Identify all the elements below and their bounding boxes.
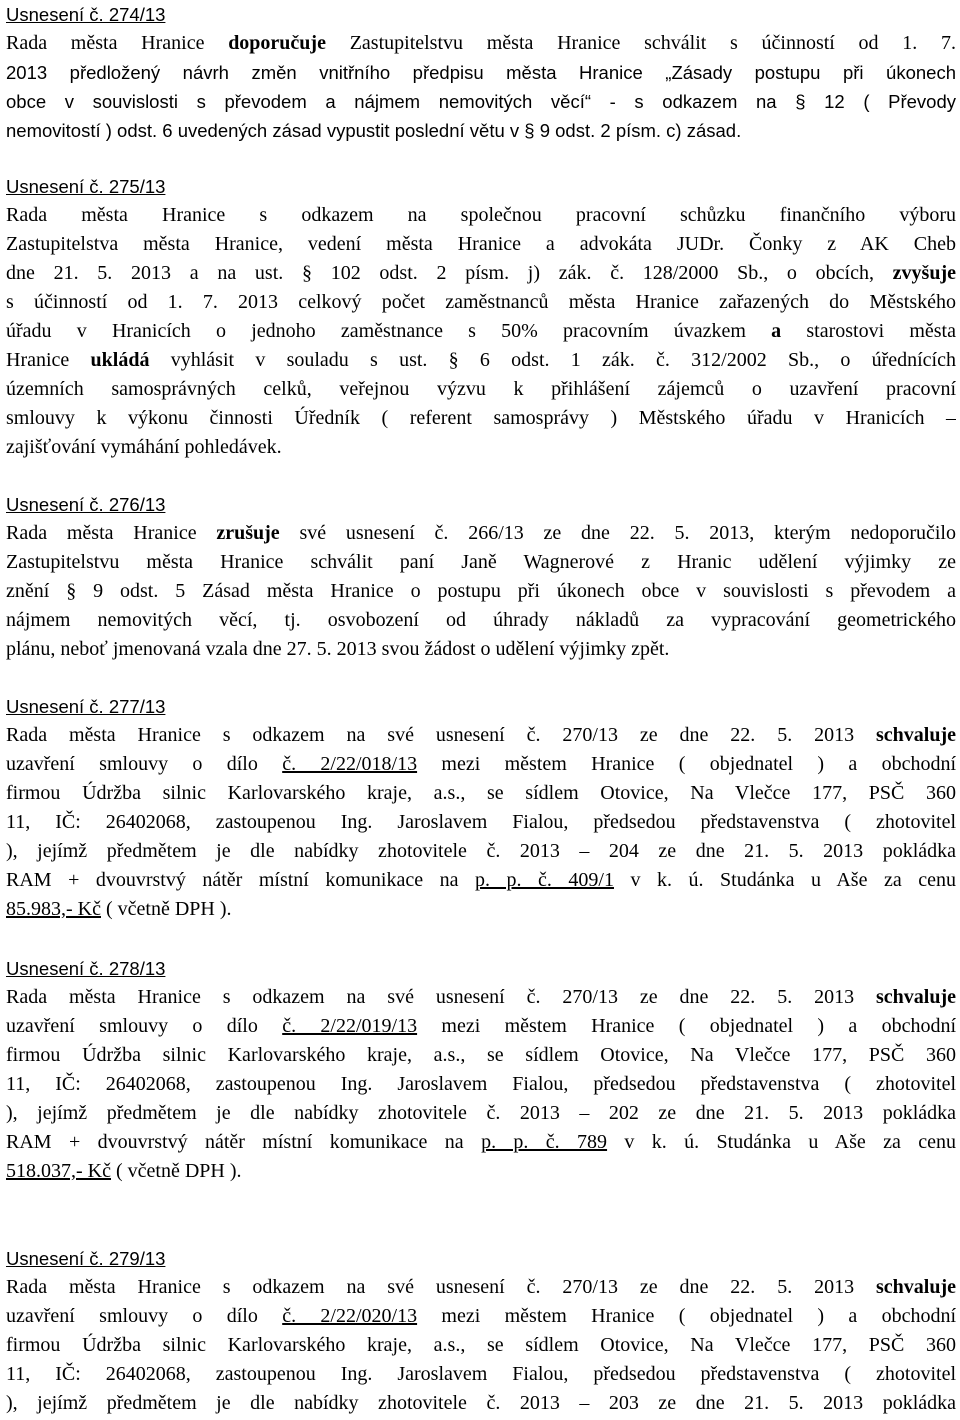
paragraph-line: plánu, neboť jmenovaná vzala dne 27. 5. 2013 svou žádost o udělení výjimky zpět. — [6, 638, 670, 660]
paragraph-line: dne 21. 5. 2013 a na ust. § 102 odst. 2 písm. j) zák. č. 128/2000 Sb., o obcích, zvyšuje — [6, 262, 956, 284]
paragraph-line: Zastupitelstvu města Hranice schválit paní Janě Wagnerové z Hranic udělení výjimky ze — [6, 551, 956, 573]
paragraph-line: Rada města Hranice s odkazem na své usnesení č. 270/13 ze dne 22. 5. 2013 schvaluje — [6, 986, 956, 1008]
paragraph-line: 85.983,- Kč ( včetně DPH ). — [6, 898, 232, 920]
paragraph-line: ), jejímž předmětem je dle nabídky zhotovitele č. 2013 – 203 ze dne 21. 5. 2013 pokládka — [6, 1392, 956, 1414]
paragraph-line: firmou Údržba silnic Karlovarského kraje, a.s., se sídlem Otovice, Na Vlečce 177, PSČ 360 — [6, 1334, 956, 1356]
paragraph-line: uzavření smlouvy o dílo č. 2/22/019/13 mezi městem Hranice ( objednatel ) a obchodní — [6, 1015, 956, 1037]
resolution-heading: Usnesení č. 277/13 — [6, 696, 166, 717]
paragraph-line: RAM + dvouvrstvý nátěr místní komunikace na p. p. č. 409/1 v k. ú. Studánka u Aše za cenu — [6, 869, 956, 891]
paragraph-line: obce v souvislosti s převodem a nájmem nemovitých věcí“ - s odkazem na § 12 ( Převody — [6, 91, 956, 112]
paragraph-line: 11, IČ: 26402068, zastoupenou Ing. Jaroslavem Fialou, předsedou představenstva ( zhotovitel — [6, 1363, 956, 1385]
paragraph-line: smlouvy k výkonu činnosti Úředník ( referent samosprávy ) Městského úřadu v Hranicích – — [6, 407, 956, 429]
resolution-heading: Usnesení č. 276/13 — [6, 494, 166, 515]
resolution-279 — [6, 1244, 956, 1418]
resolution-276 — [6, 490, 956, 664]
paragraph-line: Rada města Hranice doporučuje Zastupitelstvu města Hranice schválit s účinností od 1. 7. — [6, 32, 956, 54]
paragraph-line: nemovitostí ) odst. 6 uvedených zásad vypustit poslední větu v § 9 odst. 2 písm. c) zásad. — [6, 120, 742, 141]
resolution-heading: Usnesení č. 279/13 — [6, 1248, 166, 1269]
paragraph-line: územních samosprávných celků, veřejnou výzvu k přihlášení zájemců o uzavření pracovní — [6, 378, 956, 400]
paragraph-line: firmou Údržba silnic Karlovarského kraje, a.s., se sídlem Otovice, Na Vlečce 177, PSČ 360 — [6, 1044, 956, 1066]
resolution-277 — [6, 692, 956, 924]
paragraph-line: znění § 9 odst. 5 Zásad města Hranice o postupu při úkonech obce v souvislosti s převodem a — [6, 580, 956, 602]
paragraph-line: 11, IČ: 26402068, zastoupenou Ing. Jaroslavem Fialou, předsedou představenstva ( zhotovitel — [6, 811, 956, 833]
paragraph-line: 2013 předložený návrh změn vnitřního předpisu města Hranice „Zásady postupu při úkonech — [6, 62, 956, 83]
paragraph-line: Hranice ukládá vyhlásit v souladu s ust. § 6 odst. 1 zák. č. 312/2002 Sb., o úřednících — [6, 349, 956, 371]
resolution-heading: Usnesení č. 278/13 — [6, 958, 166, 979]
paragraph-line: úřadu v Hranicích o jednoho zaměstnance s 50% pracovním úvazkem a starostovi města — [6, 320, 956, 342]
paragraph-line: RAM + dvouvrstvý nátěr místní komunikace na p. p. č. 789 v k. ú. Studánka u Aše za cenu — [6, 1131, 956, 1153]
resolution-274 — [6, 0, 956, 145]
paragraph-line: zajišťování vymáhání pohledávek. — [6, 436, 282, 458]
paragraph-line: ), jejímž předmětem je dle nabídky zhotovitele č. 2013 – 202 ze dne 21. 5. 2013 pokládka — [6, 1102, 956, 1124]
resolution-heading: Usnesení č. 274/13 — [6, 4, 166, 25]
resolution-heading: Usnesení č. 275/13 — [6, 176, 166, 197]
paragraph-line: ), jejímž předmětem je dle nabídky zhotovitele č. 2013 – 204 ze dne 21. 5. 2013 pokládka — [6, 840, 956, 862]
paragraph-line: uzavření smlouvy o dílo č. 2/22/020/13 mezi městem Hranice ( objednatel ) a obchodní — [6, 1305, 956, 1327]
paragraph-line: 518.037,- Kč ( včetně DPH ). — [6, 1160, 242, 1182]
paragraph-line: nájmem nemovitých věcí, tj. osvobození od úhrady nákladů za vypracování geometrického — [6, 609, 956, 631]
paragraph-line: Zastupitelstva města Hranice, vedení města Hranice a advokáta JUDr. Čonky z AK Cheb — [6, 233, 956, 255]
paragraph-line: s účinností od 1. 7. 2013 celkový počet zaměstnanců města Hranice zařazených do Městského — [6, 291, 956, 313]
paragraph-line: Rada města Hranice s odkazem na své usnesení č. 270/13 ze dne 22. 5. 2013 schvaluje — [6, 724, 956, 746]
paragraph-line: uzavření smlouvy o dílo č. 2/22/018/13 mezi městem Hranice ( objednatel ) a obchodní — [6, 753, 956, 775]
resolution-275 — [6, 172, 956, 462]
paragraph-line: Rada města Hranice zrušuje své usnesení č. 266/13 ze dne 22. 5. 2013, kterým nedoporučilo — [6, 522, 956, 544]
paragraph-line: Rada města Hranice s odkazem na své usnesení č. 270/13 ze dne 22. 5. 2013 schvaluje — [6, 1276, 956, 1298]
paragraph-line: Rada města Hranice s odkazem na společnou pracovní schůzku finančního výboru — [6, 204, 956, 226]
paragraph-line: firmou Údržba silnic Karlovarského kraje, a.s., se sídlem Otovice, Na Vlečce 177, PSČ 360 — [6, 782, 956, 804]
paragraph-line: 11, IČ: 26402068, zastoupenou Ing. Jaroslavem Fialou, předsedou představenstva ( zhotovitel — [6, 1073, 956, 1095]
resolution-278 — [6, 954, 956, 1186]
